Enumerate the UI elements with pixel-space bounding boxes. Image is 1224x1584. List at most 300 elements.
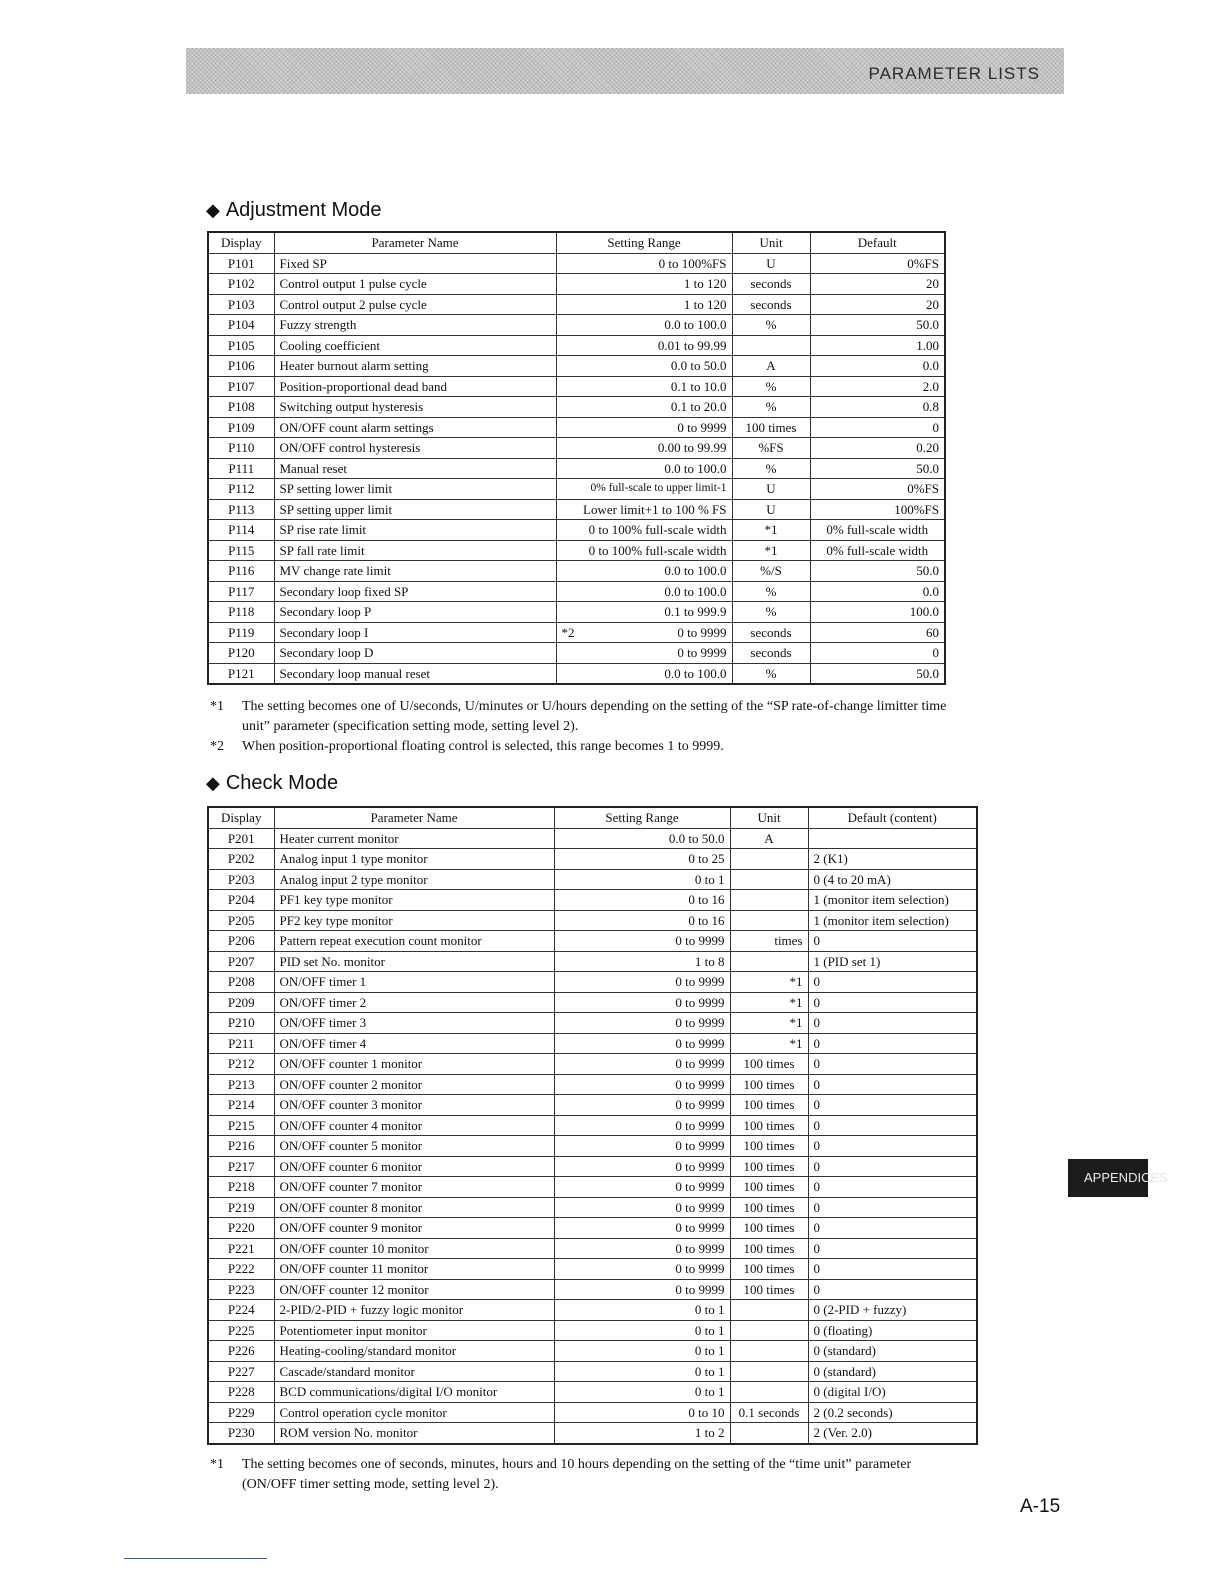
unit-cell: A — [730, 828, 808, 849]
table-row — [208, 643, 945, 664]
setting-range-cell: 0.0 to 50.0 — [556, 356, 732, 377]
unit-cell: 100 times — [730, 1156, 808, 1177]
setting-range-cell: 0 to 9999 — [554, 992, 730, 1013]
default-cell: 0 (standard) — [808, 1341, 977, 1362]
parameter-name-cell: Manual reset — [274, 458, 556, 479]
bottom-rule — [124, 1558, 267, 1559]
display-cell: P206 — [208, 931, 274, 952]
col-header-parameter-name: Parameter Name — [274, 232, 556, 253]
setting-range-cell: 0 to 100%FS — [556, 253, 732, 274]
unit-cell: *1 — [730, 1033, 808, 1054]
parameter-name-cell: Control operation cycle monitor — [274, 1402, 554, 1423]
default-cell: 0 — [808, 1013, 977, 1034]
table-row — [208, 1218, 977, 1239]
table-row — [208, 294, 945, 315]
setting-range-cell: 0 to 1 — [554, 1320, 730, 1341]
display-cell: P102 — [208, 274, 274, 295]
unit-cell: % — [732, 315, 810, 336]
unit-cell: 100 times — [730, 1136, 808, 1157]
table-row — [208, 622, 945, 643]
table-row — [208, 561, 945, 582]
note-text: The setting becomes one of U/seconds, U/minutes or U/hours depending on the setting of the “SP rate-of-change limitter time unit” parameter (specification setting mode, setting level 2). — [242, 699, 947, 734]
unit-cell — [730, 849, 808, 870]
parameter-name-cell: ON/OFF counter 6 monitor — [274, 1156, 554, 1177]
setting-range-cell: 1 to 2 — [554, 1423, 730, 1444]
unit-cell: % — [732, 376, 810, 397]
unit-cell — [730, 1361, 808, 1382]
display-cell: P215 — [208, 1115, 274, 1136]
table-row — [208, 1300, 977, 1321]
table-row — [208, 1279, 977, 1300]
display-cell: P226 — [208, 1341, 274, 1362]
table-row — [208, 581, 945, 602]
default-cell: 0 (digital I/O) — [808, 1382, 977, 1403]
parameter-name-cell: Secondary loop manual reset — [274, 663, 556, 684]
display-cell: P216 — [208, 1136, 274, 1157]
table-row — [208, 335, 945, 356]
parameter-name-cell: MV change rate limit — [274, 561, 556, 582]
unit-cell — [730, 1382, 808, 1403]
table-row — [208, 479, 945, 500]
parameter-name-cell: Secondary loop fixed SP — [274, 581, 556, 602]
default-cell: 0 — [808, 1074, 977, 1095]
unit-cell — [730, 869, 808, 890]
display-cell: P225 — [208, 1320, 274, 1341]
display-cell: P202 — [208, 849, 274, 870]
table-row — [208, 356, 945, 377]
parameter-name-cell: ON/OFF counter 1 monitor — [274, 1054, 554, 1075]
setting-range-cell: 0 to 9999 — [554, 1279, 730, 1300]
check-notes — [210, 1455, 950, 1495]
parameter-name-cell: Control output 2 pulse cycle — [274, 294, 556, 315]
diamond-bullet-icon: ◆ — [206, 773, 220, 793]
display-cell: P117 — [208, 581, 274, 602]
parameter-name-cell: Cascade/standard monitor — [274, 1361, 554, 1382]
parameter-name-cell: 2-PID/2-PID + fuzzy logic monitor — [274, 1300, 554, 1321]
default-cell: 2.0 — [810, 376, 945, 397]
display-cell: P112 — [208, 479, 274, 500]
display-cell: P214 — [208, 1095, 274, 1116]
unit-cell: *1 — [730, 992, 808, 1013]
note-text: When position-proportional floating control is selected, this range becomes 1 to 9999. — [242, 739, 724, 754]
default-cell: 0% full-scale width — [810, 520, 945, 541]
note-text: The setting becomes one of seconds, minutes, hours and 10 hours depending on the setting of the “time unit” parameter (ON/OFF timer setting mode, setting level 2). — [242, 1457, 912, 1492]
table-row — [208, 602, 945, 623]
unit-cell — [730, 910, 808, 931]
setting-range-cell: 0.01 to 99.99 — [556, 335, 732, 356]
table-row — [208, 1054, 977, 1075]
table-row — [208, 1115, 977, 1136]
unit-cell: seconds — [732, 622, 810, 643]
setting-range-cell: 0 to 9999 — [554, 1115, 730, 1136]
default-cell — [808, 828, 977, 849]
unit-cell: seconds — [732, 643, 810, 664]
unit-cell: 100 times — [730, 1259, 808, 1280]
default-cell: 0 — [808, 1136, 977, 1157]
unit-cell: U — [732, 479, 810, 500]
col-header-parameter-name: Parameter Name — [274, 807, 554, 828]
setting-range-cell: 1 to 120 — [556, 274, 732, 295]
setting-range-cell: 0 to 9999 — [554, 1156, 730, 1177]
parameter-name-cell: PID set No. monitor — [274, 951, 554, 972]
unit-cell: 100 times — [730, 1218, 808, 1239]
default-cell: 0 (2-PID + fuzzy) — [808, 1300, 977, 1321]
table-row — [208, 992, 977, 1013]
unit-cell: % — [732, 458, 810, 479]
default-cell: 0 — [808, 1115, 977, 1136]
page-number: A-15 — [1020, 1496, 1061, 1517]
setting-range-cell — [556, 622, 732, 643]
unit-cell — [730, 1320, 808, 1341]
display-cell: P113 — [208, 499, 274, 520]
parameter-name-cell: Switching output hysteresis — [274, 397, 556, 418]
parameter-name-cell: SP rise rate limit — [274, 520, 556, 541]
display-cell: P105 — [208, 335, 274, 356]
table-row — [208, 972, 977, 993]
default-cell: 0 — [808, 972, 977, 993]
parameter-name-cell: ON/OFF timer 4 — [274, 1033, 554, 1054]
col-header-unit: Unit — [732, 232, 810, 253]
display-cell: P118 — [208, 602, 274, 623]
check-note-1 — [210, 1455, 950, 1495]
setting-range-cell: 0 to 1 — [554, 1382, 730, 1403]
adjustment-note-1 — [210, 697, 950, 737]
unit-cell — [730, 1300, 808, 1321]
check-mode-heading — [206, 772, 338, 795]
col-header-default-content: Default (content) — [808, 807, 977, 828]
table-row — [208, 890, 977, 911]
setting-range-cell: 0 to 9999 — [554, 931, 730, 952]
parameter-name-cell: ON/OFF counter 7 monitor — [274, 1177, 554, 1198]
unit-cell: % — [732, 397, 810, 418]
note-mark: *1 — [210, 1457, 224, 1472]
default-cell: 1.00 — [810, 335, 945, 356]
parameter-name-cell: Heater burnout alarm setting — [274, 356, 556, 377]
parameter-name-cell: SP fall rate limit — [274, 540, 556, 561]
table-row — [208, 520, 945, 541]
note-mark: *1 — [210, 699, 224, 714]
parameter-name-cell: Secondary loop D — [274, 643, 556, 664]
setting-range-cell: 0 to 9999 — [556, 417, 732, 438]
setting-range-cell: 0 to 9999 — [554, 1136, 730, 1157]
table-row — [208, 1074, 977, 1095]
parameter-name-cell: Pattern repeat execution count monitor — [274, 931, 554, 952]
display-cell: P218 — [208, 1177, 274, 1198]
col-header-setting-range: Setting Range — [556, 232, 732, 253]
unit-cell: 100 times — [730, 1177, 808, 1198]
col-header-setting-range: Setting Range — [554, 807, 730, 828]
default-cell: 0 — [808, 1033, 977, 1054]
table-row — [208, 1341, 977, 1362]
display-cell: P108 — [208, 397, 274, 418]
table-row — [208, 458, 945, 479]
default-cell: 0%FS — [810, 253, 945, 274]
display-cell: P212 — [208, 1054, 274, 1075]
default-cell: 0 — [808, 1197, 977, 1218]
setting-range-cell: 0 to 1 — [554, 1361, 730, 1382]
col-header-default: Default — [810, 232, 945, 253]
table-row — [208, 1033, 977, 1054]
table-header-row — [208, 232, 945, 253]
table-row — [208, 1402, 977, 1423]
table-row — [208, 376, 945, 397]
display-cell: P201 — [208, 828, 274, 849]
display-cell: P210 — [208, 1013, 274, 1034]
parameter-name-cell: BCD communications/digital I/O monitor — [274, 1382, 554, 1403]
table-row — [208, 1013, 977, 1034]
setting-range-cell: 0 to 1 — [554, 1341, 730, 1362]
setting-range-cell: 0 to 9999 — [554, 1238, 730, 1259]
display-cell: P207 — [208, 951, 274, 972]
setting-range-cell: 0.0 to 100.0 — [556, 663, 732, 684]
table-row — [208, 315, 945, 336]
parameter-name-cell: PF2 key type monitor — [274, 910, 554, 931]
table-row — [208, 1382, 977, 1403]
default-cell: 0 — [808, 1238, 977, 1259]
unit-cell: 100 times — [730, 1197, 808, 1218]
setting-range-cell: 0 to 9999 — [554, 1259, 730, 1280]
col-header-display: Display — [208, 807, 274, 828]
table-row — [208, 1197, 977, 1218]
col-header-unit: Unit — [730, 807, 808, 828]
display-cell: P209 — [208, 992, 274, 1013]
setting-range-cell: 0.0 to 100.0 — [556, 581, 732, 602]
unit-cell: U — [732, 499, 810, 520]
header-banner — [186, 48, 1064, 94]
display-cell: P205 — [208, 910, 274, 931]
parameter-name-cell: ON/OFF counter 8 monitor — [274, 1197, 554, 1218]
display-cell: P213 — [208, 1074, 274, 1095]
display-cell: P110 — [208, 438, 274, 459]
parameter-name-cell: ON/OFF counter 3 monitor — [274, 1095, 554, 1116]
default-cell: 0 — [808, 1156, 977, 1177]
setting-range-cell: 0.00 to 99.99 — [556, 438, 732, 459]
setting-range-cell: 0.1 to 10.0 — [556, 376, 732, 397]
setting-range-cell: 0 to 1 — [554, 1300, 730, 1321]
default-cell: 1 (monitor item selection) — [808, 910, 977, 931]
default-cell: 0%FS — [810, 479, 945, 500]
setting-range-cell: 0 to 9999 — [554, 1074, 730, 1095]
default-cell: 1 (monitor item selection) — [808, 890, 977, 911]
setting-range-cell: 1 to 120 — [556, 294, 732, 315]
col-header-display: Display — [208, 232, 274, 253]
unit-cell: % — [732, 663, 810, 684]
table-row — [208, 663, 945, 684]
setting-range-cell: 0 to 1 — [554, 869, 730, 890]
adjustment-notes — [210, 697, 950, 757]
parameter-name-cell: Analog input 2 type monitor — [274, 869, 554, 890]
check-mode-table — [207, 806, 978, 1445]
setting-range-cell: 0 to 9999 — [554, 972, 730, 993]
default-cell: 0.0 — [810, 356, 945, 377]
table-row — [208, 1177, 977, 1198]
table-row — [208, 828, 977, 849]
unit-cell — [732, 335, 810, 356]
default-cell: 0 — [808, 1054, 977, 1075]
table-row — [208, 1238, 977, 1259]
table-row — [208, 499, 945, 520]
unit-cell — [730, 951, 808, 972]
unit-cell: U — [732, 253, 810, 274]
unit-cell: 100 times — [732, 417, 810, 438]
setting-range-cell: 0.1 to 20.0 — [556, 397, 732, 418]
default-cell: 0 — [810, 643, 945, 664]
display-cell: P101 — [208, 253, 274, 274]
table-row — [208, 931, 977, 952]
adjustment-mode-table — [207, 231, 946, 685]
unit-cell — [730, 1341, 808, 1362]
table-row — [208, 1156, 977, 1177]
adjustment-mode-title: Adjustment Mode — [225, 199, 382, 221]
setting-range-cell: 0.1 to 999.9 — [556, 602, 732, 623]
unit-cell: *1 — [732, 540, 810, 561]
display-cell: P107 — [208, 376, 274, 397]
default-cell: 0 — [808, 1279, 977, 1300]
default-cell: 0 — [808, 1218, 977, 1239]
table-row — [208, 1259, 977, 1280]
unit-cell: % — [732, 581, 810, 602]
display-cell: P229 — [208, 1402, 274, 1423]
display-cell: P222 — [208, 1259, 274, 1280]
setting-range-cell: 0.0 to 50.0 — [554, 828, 730, 849]
table-row — [208, 1361, 977, 1382]
table-row — [208, 951, 977, 972]
default-cell: 2 (Ver. 2.0) — [808, 1423, 977, 1444]
default-cell: 0.20 — [810, 438, 945, 459]
parameter-name-cell: Heating-cooling/standard monitor — [274, 1341, 554, 1362]
unit-cell — [730, 1423, 808, 1444]
default-cell: 0 — [808, 1095, 977, 1116]
default-cell: 0 — [808, 1177, 977, 1198]
table-row — [208, 274, 945, 295]
parameter-name-cell: Fixed SP — [274, 253, 556, 274]
parameter-name-cell: Secondary loop P — [274, 602, 556, 623]
display-cell: P119 — [208, 622, 274, 643]
unit-cell: 100 times — [730, 1095, 808, 1116]
unit-cell: A — [732, 356, 810, 377]
parameter-name-cell: Secondary loop I — [274, 622, 556, 643]
table-header-row — [208, 807, 977, 828]
default-cell: 2 (0.2 seconds) — [808, 1402, 977, 1423]
setting-range-cell: 0 to 10 — [554, 1402, 730, 1423]
default-cell: 0 — [808, 931, 977, 952]
unit-cell: %/S — [732, 561, 810, 582]
unit-cell: seconds — [732, 274, 810, 295]
parameter-name-cell: SP setting lower limit — [274, 479, 556, 500]
display-cell: P219 — [208, 1197, 274, 1218]
unit-cell: *1 — [730, 1013, 808, 1034]
footnote-mark: *2 — [561, 624, 575, 640]
default-cell: 100%FS — [810, 499, 945, 520]
display-cell: P223 — [208, 1279, 274, 1300]
unit-cell: 100 times — [730, 1115, 808, 1136]
parameter-name-cell: Control output 1 pulse cycle — [274, 274, 556, 295]
parameter-name-cell: Fuzzy strength — [274, 315, 556, 336]
setting-range-cell: 0 to 9999 — [554, 1013, 730, 1034]
default-cell: 20 — [810, 294, 945, 315]
parameter-name-cell: Analog input 1 type monitor — [274, 849, 554, 870]
parameter-name-cell: ON/OFF counter 12 monitor — [274, 1279, 554, 1300]
setting-range-cell: Lower limit+1 to 100 % FS — [556, 499, 732, 520]
display-cell: P228 — [208, 1382, 274, 1403]
adjustment-mode-heading — [206, 199, 381, 222]
setting-range-cell: 1 to 8 — [554, 951, 730, 972]
parameter-name-cell: ON/OFF count alarm settings — [274, 417, 556, 438]
display-cell: P208 — [208, 972, 274, 993]
unit-cell: times — [730, 931, 808, 952]
setting-range-cell: 0 to 9999 — [554, 1197, 730, 1218]
parameter-name-cell: Heater current monitor — [274, 828, 554, 849]
display-cell: P104 — [208, 315, 274, 336]
setting-range-cell: 0% full-scale to upper limit-1 — [556, 479, 732, 500]
display-cell: P224 — [208, 1300, 274, 1321]
display-cell: P220 — [208, 1218, 274, 1239]
unit-cell: *1 — [730, 972, 808, 993]
setting-range-cell: 0.0 to 100.0 — [556, 315, 732, 336]
display-cell: P217 — [208, 1156, 274, 1177]
parameter-name-cell: ON/OFF counter 9 monitor — [274, 1218, 554, 1239]
parameter-name-cell: ON/OFF counter 11 monitor — [274, 1259, 554, 1280]
unit-cell: 0.1 seconds — [730, 1402, 808, 1423]
display-cell: P111 — [208, 458, 274, 479]
default-cell: 50.0 — [810, 315, 945, 336]
parameter-name-cell: SP setting upper limit — [274, 499, 556, 520]
display-cell: P109 — [208, 417, 274, 438]
display-cell: P115 — [208, 540, 274, 561]
default-cell: 0 (floating) — [808, 1320, 977, 1341]
table-row — [208, 910, 977, 931]
table-row — [208, 417, 945, 438]
setting-range-cell: 0.0 to 100.0 — [556, 458, 732, 479]
unit-cell: %FS — [732, 438, 810, 459]
unit-cell: seconds — [732, 294, 810, 315]
default-cell: 0 (4 to 20 mA) — [808, 869, 977, 890]
default-cell: 0 (standard) — [808, 1361, 977, 1382]
unit-cell: % — [732, 602, 810, 623]
display-cell: P221 — [208, 1238, 274, 1259]
parameter-name-cell: ON/OFF counter 4 monitor — [274, 1115, 554, 1136]
display-cell: P106 — [208, 356, 274, 377]
display-cell: P230 — [208, 1423, 274, 1444]
unit-cell: 100 times — [730, 1074, 808, 1095]
setting-range-cell: 0 to 9999 — [554, 1095, 730, 1116]
default-cell: 0.8 — [810, 397, 945, 418]
unit-cell — [730, 890, 808, 911]
display-cell: P114 — [208, 520, 274, 541]
default-cell: 1 (PID set 1) — [808, 951, 977, 972]
default-cell: 2 (K1) — [808, 849, 977, 870]
display-cell: P121 — [208, 663, 274, 684]
table-row — [208, 1423, 977, 1444]
display-cell: P120 — [208, 643, 274, 664]
table-row — [208, 869, 977, 890]
default-cell: 20 — [810, 274, 945, 295]
default-cell: 0% full-scale width — [810, 540, 945, 561]
display-cell: P204 — [208, 890, 274, 911]
display-cell: P203 — [208, 869, 274, 890]
display-cell: P116 — [208, 561, 274, 582]
default-cell: 100.0 — [810, 602, 945, 623]
default-cell: 0 — [808, 992, 977, 1013]
display-cell: P103 — [208, 294, 274, 315]
setting-range-cell: 0 to 9999 — [554, 1218, 730, 1239]
default-cell: 0.0 — [810, 581, 945, 602]
parameter-name-cell: ROM version No. monitor — [274, 1423, 554, 1444]
parameter-name-cell: ON/OFF timer 3 — [274, 1013, 554, 1034]
setting-range-cell: 0 to 25 — [554, 849, 730, 870]
setting-range-cell: 0 to 100% full-scale width — [556, 520, 732, 541]
default-cell: 0 — [808, 1259, 977, 1280]
